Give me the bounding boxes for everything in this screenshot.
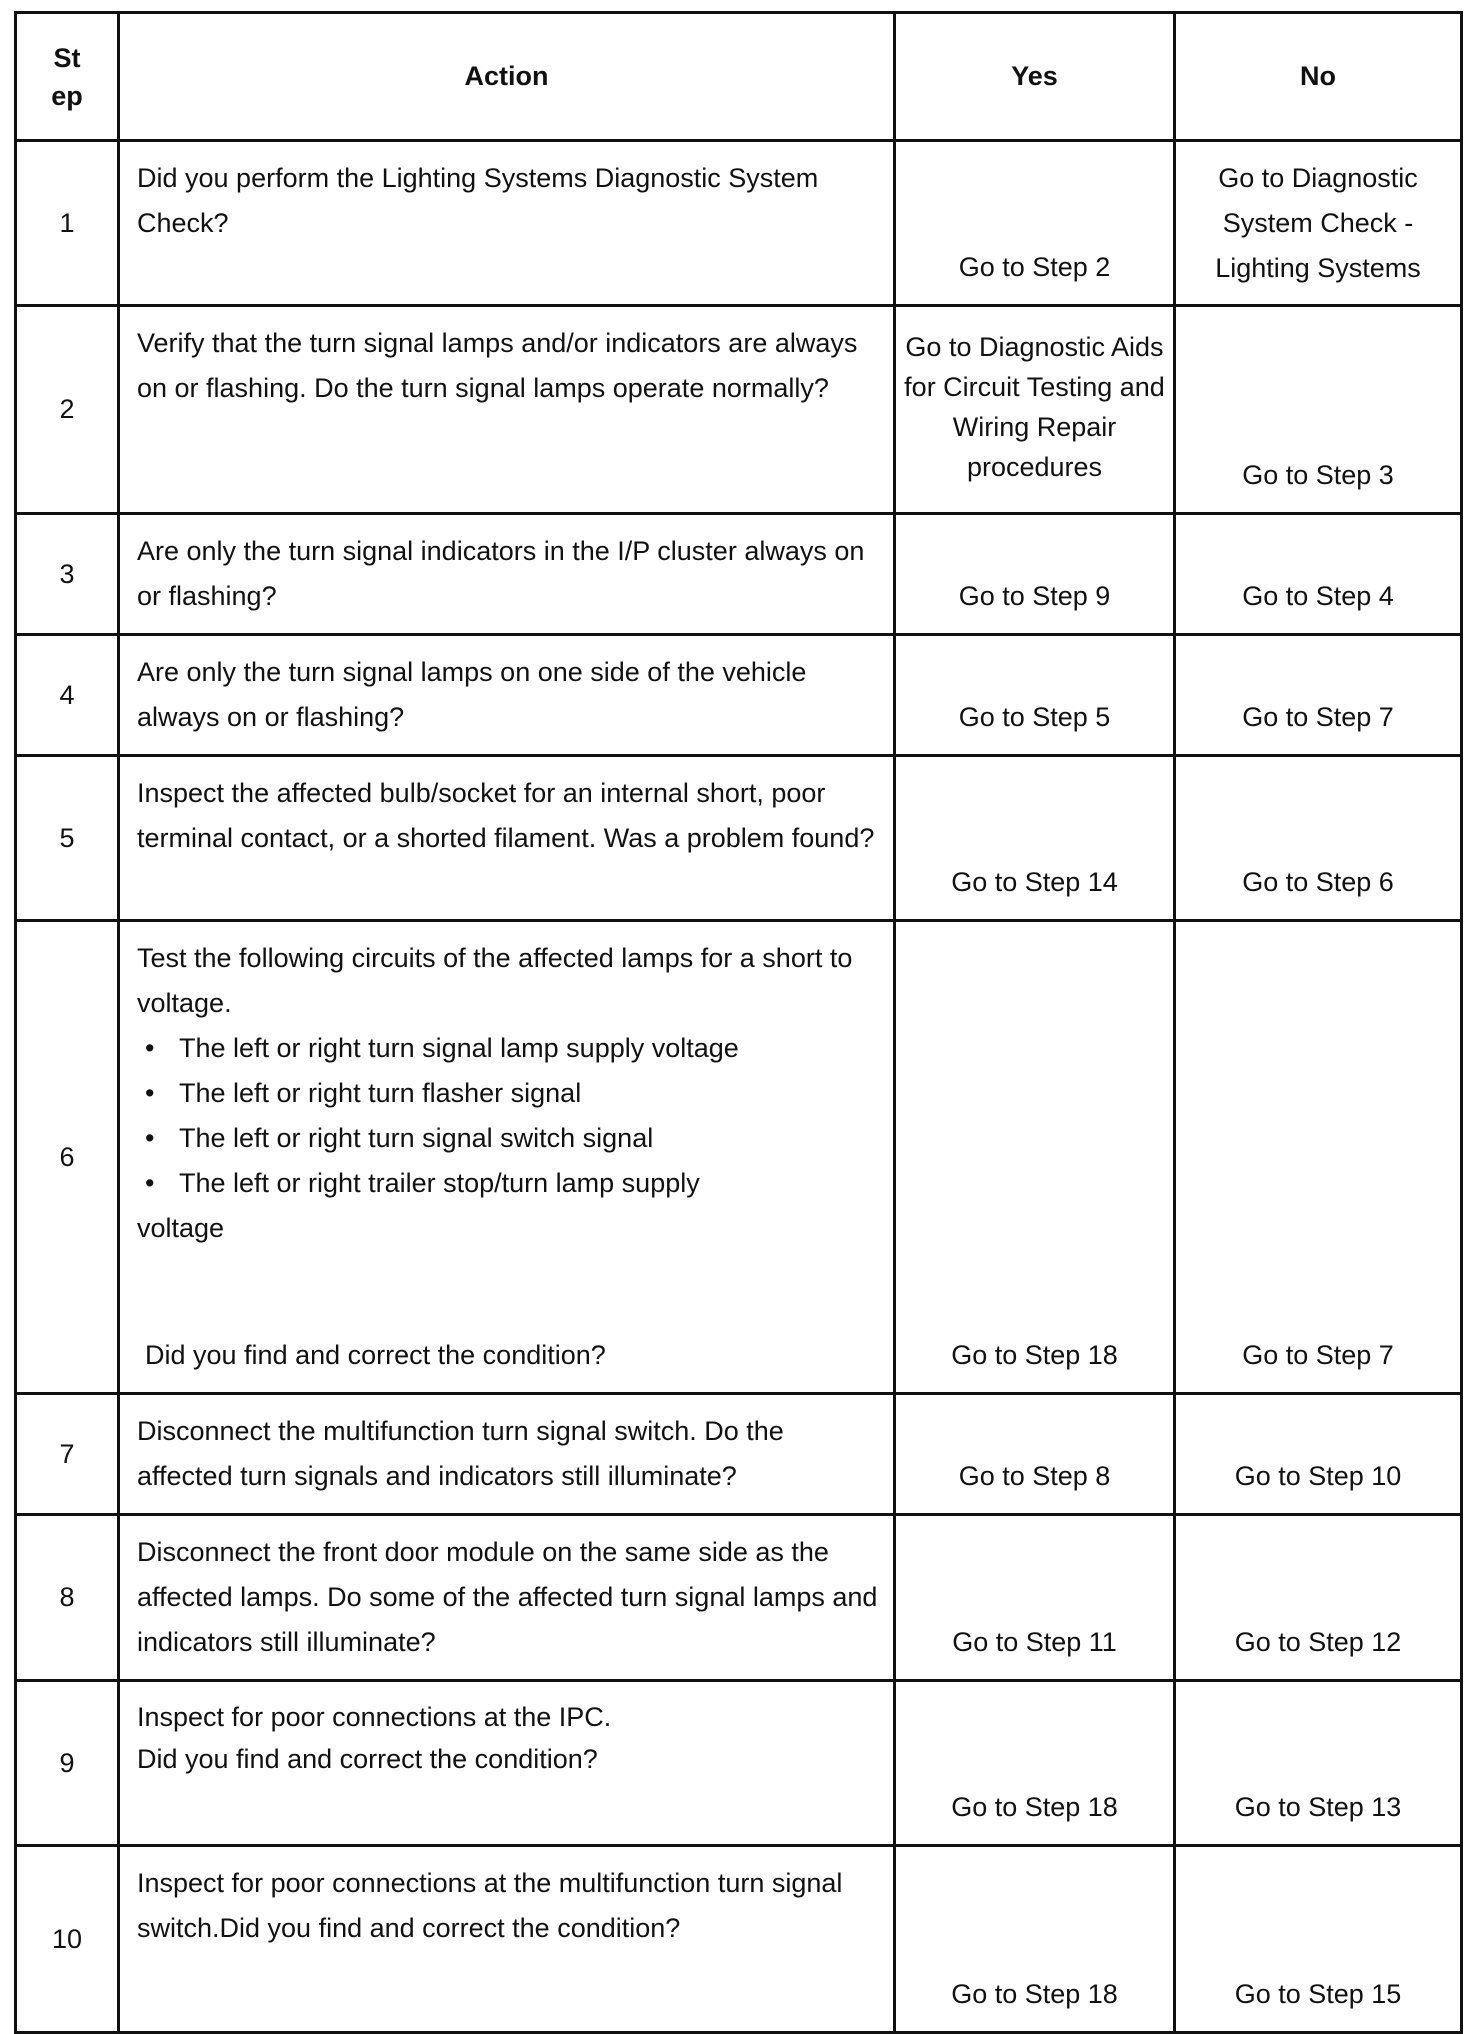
step-number: 4 [16, 635, 119, 756]
table-row [16, 141, 1462, 306]
table-row [16, 756, 1462, 921]
table-row [16, 921, 1462, 1394]
yes-outcome: Go to Step 9 [895, 514, 1175, 635]
action-text: Are only the turn signal indicators in the I/P cluster always on or flashing? [119, 514, 895, 635]
action-text: Disconnect the multifunction turn signal switch. Do the affected turn signals and indicators still illuminate? [119, 1394, 895, 1515]
table-row [16, 1681, 1462, 1846]
no-outcome: Go to Step 10 [1175, 1394, 1462, 1515]
step-number: 7 [16, 1394, 119, 1515]
step-number: 8 [16, 1515, 119, 1681]
circuit-list [137, 1026, 879, 1206]
list-item: • The left or right trailer stop/turn lamp supply [137, 1161, 879, 1206]
step-number: 6 [16, 921, 119, 1394]
table-row [16, 306, 1462, 514]
table-row [16, 1515, 1462, 1681]
action-text: Did you perform the Lighting Systems Diagnostic System Check? [119, 141, 895, 306]
step-number: 3 [16, 514, 119, 635]
no-outcome: Go to Step 13 [1175, 1681, 1462, 1846]
action-text: Inspect the affected bulb/socket for an internal short, poor terminal contact, or a shorted filament. Was a problem found? [119, 756, 895, 921]
header-no: No [1175, 13, 1462, 141]
yes-outcome: Go to Step 18 [895, 1846, 1175, 2033]
action-text [119, 921, 895, 1394]
action-text [119, 1681, 895, 1846]
action-intro: Test the following circuits of the affected lamps for a short to voltage. [137, 943, 853, 1018]
diagnostic-table [14, 11, 1463, 2034]
action-text: Inspect for poor connections at the multifunction turn signal switch.Did you find and correct the condition? [119, 1846, 895, 2033]
action-line: Inspect for poor connections at the IPC. [137, 1702, 612, 1732]
no-outcome: Go to Step 6 [1175, 756, 1462, 921]
list-item: • The left or right turn flasher signal [137, 1071, 879, 1116]
no-outcome: Go to Step 3 [1175, 306, 1462, 514]
yes-outcome: Go to Step 5 [895, 635, 1175, 756]
header-step-text: St ep [51, 42, 83, 111]
action-line: Did you find and correct the condition? [137, 1744, 598, 1774]
no-outcome: Go to Step 7 [1175, 921, 1462, 1394]
table-row [16, 1846, 1462, 2033]
no-outcome: Go to Step 12 [1175, 1515, 1462, 1681]
action-text: Disconnect the front door module on the same side as the affected lamps. Do some of the affected turn signal lamps and indicators still illuminate? [119, 1515, 895, 1681]
yes-outcome: Go to Step 11 [895, 1515, 1175, 1681]
table-row [16, 1394, 1462, 1515]
list-item: • The left or right turn signal switch signal [137, 1116, 879, 1161]
no-outcome: Go to Step 15 [1175, 1846, 1462, 2033]
yes-outcome: Go to Step 14 [895, 756, 1175, 921]
step-number: 2 [16, 306, 119, 514]
yes-outcome: Go to Step 2 [895, 141, 1175, 306]
no-outcome: Go to Step 4 [1175, 514, 1462, 635]
step-number: 5 [16, 756, 119, 921]
header-step [16, 13, 119, 141]
step-number: 10 [16, 1846, 119, 2033]
action-question: Did you find and correct the condition? [145, 1340, 606, 1370]
list-item: • The left or right turn signal lamp supply voltage [137, 1026, 879, 1071]
header-yes: Yes [895, 13, 1175, 141]
no-outcome: Go to Diagnostic System Check - Lighting Systems [1175, 141, 1462, 306]
action-text: Are only the turn signal lamps on one side of the vehicle always on or flashing? [119, 635, 895, 756]
step-number: 1 [16, 141, 119, 306]
header-action: Action [119, 13, 895, 141]
table-row [16, 635, 1462, 756]
action-text: Verify that the turn signal lamps and/or indicators are always on or flashing. Do the turn signal lamps operate normally? [119, 306, 895, 514]
yes-outcome: Go to Step 18 [895, 921, 1175, 1394]
yes-outcome: Go to Diagnostic Aids for Circuit Testing and Wiring Repair procedures [895, 306, 1175, 514]
step-number: 9 [16, 1681, 119, 1846]
bullet-tail: voltage [137, 1213, 225, 1243]
yes-outcome: Go to Step 18 [895, 1681, 1175, 1846]
table-row [16, 514, 1462, 635]
yes-outcome: Go to Step 8 [895, 1394, 1175, 1515]
header-row [16, 13, 1462, 141]
no-outcome: Go to Step 7 [1175, 635, 1462, 756]
